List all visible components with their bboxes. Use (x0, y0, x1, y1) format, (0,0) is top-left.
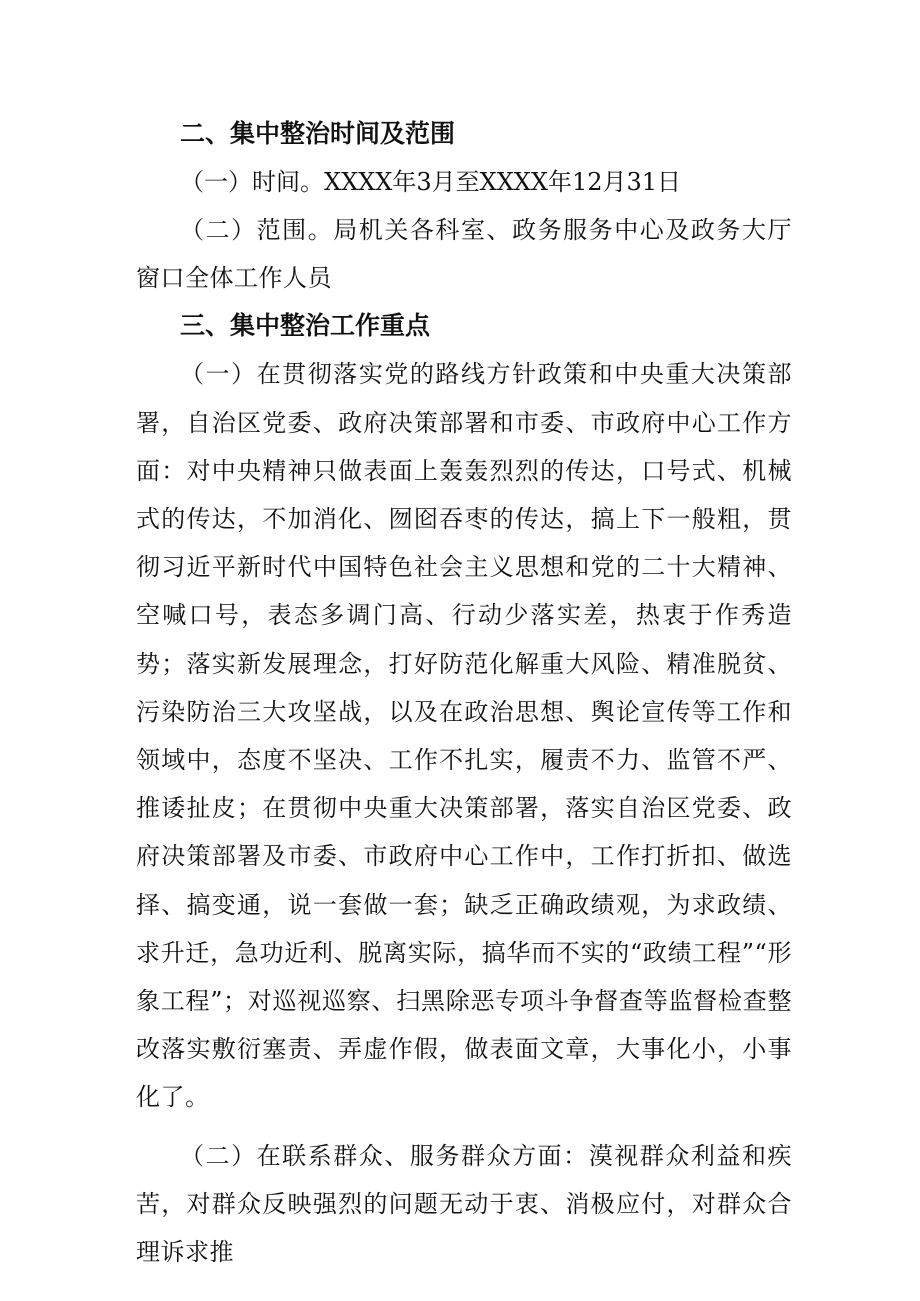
paragraph-time: （一）时间。XXXX年3月至XXXX年12月31日 (180, 168, 682, 196)
section-heading-2: 二、集中整治时间及范围 (180, 119, 456, 148)
document-body (136, 110, 792, 1276)
paragraph-item-1: （一）在贯彻落实党的路线方针政策和中央重大决策部署，自治区党委、政府决策部署和市委、市政府中心工作方面：对中央精神只做表面上轰轰烈烈的传达，口号式、机械式的传达，不加消化、囫囵吞枣的传达，搞上下一般粗，贯彻习近平新时代中国特色社会主义思想和党的二十大精神、空喊口号，表态多调门高、行动少落实差，热衷于作秀造势；落实新发展理念，打好防范化解重大风险、精准脱贫、污染防治三大攻坚战，以及在政治思想、舆论宣传等工作和领域中，态度不坚决、工作不扎实，履责不力、监管不严、推诿扯皮；在贯彻中央重大决策部署，落实自治区党委、政府决策部署及市委、市政府中心工作中，工作打折扣、做选择、搞变通，说一套做一套；缺乏正确政绩观，为求政绩、求升迁，急功近利、脱离实际，搞华而不实的“政绩工程”“形象工程”；对巡视巡察、扫黑除恶专项斗争督查等监督检查整改落实敷衍塞责、弄虚作假，做表面文章，大事化小，小事化了。 (136, 360, 792, 1112)
paragraph-item-2: （二）在联系群众、服务群众方面：漠视群众利益和疾苦，对群众反映强烈的问题无动于衷、消极应付，对群众合理诉求推 (136, 1141, 792, 1267)
paragraph-scope: （二）范围。局机关各科室、政务服务中心及政务大厅窗口全体工作人员 (136, 216, 792, 293)
section-heading-3: 三、集中整治工作重点 (180, 311, 431, 341)
